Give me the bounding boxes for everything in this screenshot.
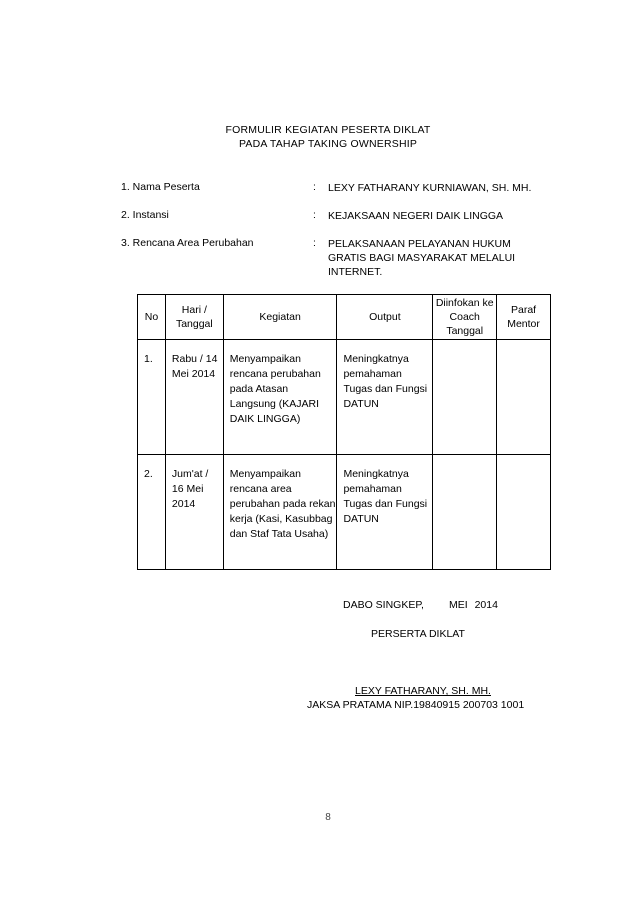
signature-role: PERSERTA DIKLAT xyxy=(371,628,465,640)
cell-coach xyxy=(433,340,497,455)
cell-output xyxy=(337,340,433,455)
header-output: Output xyxy=(337,295,433,340)
activity-table xyxy=(137,294,551,570)
header-coach: Diinfokan ke Coach Tanggal xyxy=(433,295,497,340)
field-value-instansi: KEJAKSAAN NEGERI DAIK LINGGA xyxy=(328,210,504,222)
cell-coach-text xyxy=(433,455,496,467)
cell-no-text: 2. xyxy=(144,468,153,480)
table-row xyxy=(138,455,551,570)
field-colon-nama: : xyxy=(313,181,316,193)
cell-hari xyxy=(165,455,223,570)
cell-output-text: Meningkatnya pemahaman Tugas dan Fungsi DATUN xyxy=(343,353,428,410)
cell-kegiatan-text: Menyampaikan rencana area perubahan pada rekan kerja (Kasi, Kasubbag dan Staf Tata Usaha) xyxy=(229,468,336,540)
page-number: 8 xyxy=(325,812,331,823)
cell-paraf xyxy=(497,455,551,570)
cell-kegiatan xyxy=(223,340,337,455)
cell-paraf-text xyxy=(497,340,550,352)
cell-paraf xyxy=(497,340,551,455)
header-paraf: Paraf Mentor xyxy=(497,295,551,340)
cell-no xyxy=(138,340,166,455)
field-colon-instansi: : xyxy=(313,209,316,221)
cell-kegiatan-text: Menyampaikan rencana perubahan pada Atasan Langsung (KAJARI DAIK LINGGA) xyxy=(229,353,321,425)
cell-hari-text: Jum'at / 16 Mei 2014 xyxy=(171,468,209,510)
cell-no xyxy=(138,455,166,570)
cell-coach xyxy=(433,455,497,570)
cell-hari xyxy=(165,340,223,455)
field-label-instansi: 2. Instansi xyxy=(121,209,169,221)
cell-output-text: Meningkatnya pemahaman Tugas dan Fungsi DATUN xyxy=(343,468,428,525)
field-label-area: 3. Rencana Area Perubahan xyxy=(121,237,254,249)
header-no: No xyxy=(138,295,166,340)
signature-date: MEI 2014 xyxy=(449,599,498,611)
cell-no-text: 1. xyxy=(144,353,153,365)
cell-hari-text: Rabu / 14 Mei 2014 xyxy=(171,353,218,380)
form-title-line2: PADA TAHAP TAKING OWNERSHIP xyxy=(238,138,418,150)
cell-output xyxy=(337,455,433,570)
field-value-nama: LEXY FATHARANY KURNIAWAN, SH. MH. xyxy=(328,182,532,194)
table-header-row xyxy=(138,295,551,340)
cell-kegiatan xyxy=(223,455,337,570)
cell-coach-text xyxy=(433,340,496,352)
field-label-nama: 1. Nama Peserta xyxy=(121,181,200,193)
signature-place: DABO SINGKEP, xyxy=(343,599,424,611)
table-row xyxy=(138,340,551,455)
signature-name: LEXY FATHARANY, SH. MH. xyxy=(355,685,491,697)
cell-paraf-text xyxy=(497,455,550,467)
signature-nip: JAKSA PRATAMA NIP.19840915 200703 1001 xyxy=(307,699,525,711)
header-hari: Hari / Tanggal xyxy=(165,295,223,340)
header-kegiatan: Kegiatan xyxy=(223,295,337,340)
field-colon-area: : xyxy=(313,237,316,249)
form-title-line1: FORMULIR KEGIATAN PESERTA DIKLAT xyxy=(225,124,431,136)
field-value-area: PELAKSANAAN PELAYANAN HUKUM GRATIS BAGI MASYARAKAT MELALUI INTERNET. xyxy=(328,238,516,278)
